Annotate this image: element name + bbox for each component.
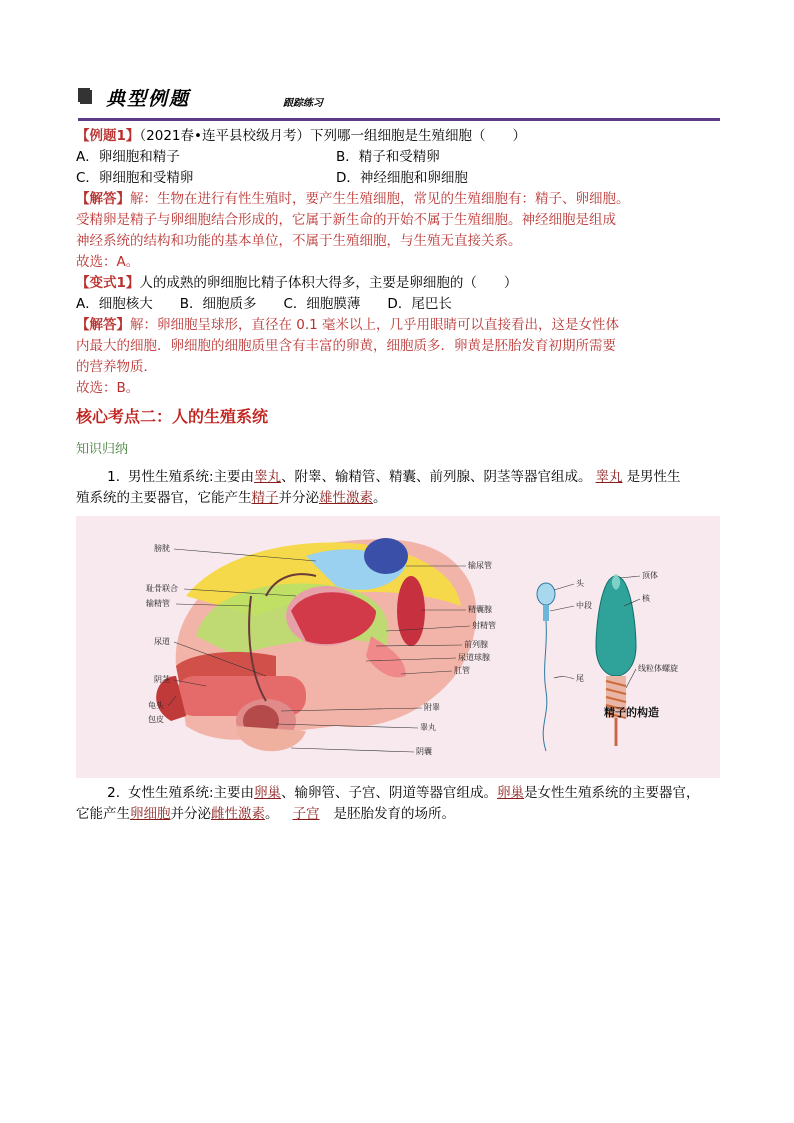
label-epididymis: 附睾 — [424, 703, 440, 712]
header-divider — [78, 118, 720, 121]
female-paragraph: 2. 女性生殖系统:主要由卵巢、输卵管、子宫、阴道等器官组成。卵巢是女性生殖系统的主要器官， 它能产生卵细胞并分泌雌性激素。 子宫 是胚胎发育的场所。 — [76, 785, 700, 822]
section-header — [78, 84, 720, 120]
label-glans: 龟头 — [148, 701, 164, 710]
example1-answer-line: 神经系统的结构和功能的基本单位，不属于生殖细胞，与生殖无直接关系。 — [76, 233, 522, 249]
label-foreskin: 包皮 — [148, 715, 164, 724]
label-mitochondrial-sheath: 线粒体螺旋 — [638, 664, 678, 673]
label-penis: 阴茎 — [154, 675, 170, 684]
label-pubic-symphysis: 耻骨联合 — [146, 584, 178, 593]
label-seminal-vesicle: 精囊腺 — [468, 605, 492, 614]
variant1-options: A．细胞核大 B．细胞质多 C．细胞膜薄 D．尾巴长 — [76, 296, 452, 312]
knowledge-label: 知识归纳 — [76, 442, 129, 457]
variant1-choice: 故选：B。 — [76, 380, 140, 396]
male-anatomy-illustration — [76, 516, 720, 778]
label-vas-deferens: 输精管 — [146, 599, 170, 608]
book-icon — [78, 88, 92, 104]
label-acrosome: 顶体 — [642, 571, 658, 580]
label-bulbourethral-gland: 尿道球腺 — [458, 653, 490, 662]
male-paragraph: 1. 男性生殖系统:主要由睾丸、附睾、输精管、精囊、前列腺、阴茎等器官组成。 睾丸 是男性生 殖系统的主要器官，它能产生精子并分泌雄性激素。 — [76, 469, 681, 506]
label-sperm-tail: 尾 — [576, 674, 584, 683]
variant1-answer-line: 内最大的细胞．卵细胞的细胞质里含有丰富的卵黄，细胞质多．卵黄是胚胎发育初期所需要 — [76, 338, 616, 354]
label-sperm-head: 头 — [576, 579, 584, 588]
label-prostate: 前列腺 — [464, 640, 488, 649]
label-ejaculatory-duct: 射精管 — [472, 621, 496, 630]
label-sperm-midpiece: 中段 — [576, 601, 592, 610]
variant1-answer-line: 【解答】解：卵细胞呈球形，直径在 0.1 毫米以上，几乎用眼睛可以直接看出，这是女性体 — [76, 317, 620, 333]
label-nucleus: 核 — [642, 594, 650, 603]
section-title: 核心考点二：人的生殖系统 — [76, 407, 269, 426]
header-title: 典型例题 — [106, 88, 191, 110]
example1-answer-line: 受精卵是精子与卵细胞结合形成的，它属于新生命的开始不属于生殖细胞。神经细胞是组成 — [76, 212, 616, 228]
variant1-stem: 【变式1】人的成熟的卵细胞比精子体积大得多，主要是卵细胞的（ ） — [76, 275, 518, 291]
example1-choice: 故选：A。 — [76, 254, 140, 270]
sperm-caption: 精子的构造 — [604, 706, 659, 719]
variant1-answer-line: 的营养物质． — [76, 359, 157, 375]
example1-stem: 【例题1】（2021春•连平县校级月考）下列哪一组细胞是生殖细胞（ ） — [76, 128, 526, 144]
label-urethra: 尿道 — [154, 637, 170, 646]
label-testis: 睾丸 — [420, 723, 436, 732]
label-anal-canal: 肛管 — [454, 666, 470, 675]
label-scrotum: 阴囊 — [416, 747, 432, 756]
example1-answer-line: 【解答】解：生物在进行有性生殖时，要产生生殖细胞，常见的生殖细胞有：精子、卵细胞。 — [76, 191, 630, 207]
sperm-illustration — [537, 570, 678, 751]
example1-options-row2: C．卵细胞和受精卵 D．神经细胞和卵细胞 — [76, 170, 468, 186]
example1-options-row1: A．卵细胞和精子 B．精子和受精卵 — [76, 149, 440, 165]
label-ureter: 输尿管 — [468, 561, 492, 570]
header-subtitle: 跟踪练习 — [283, 98, 323, 109]
reproductive-figure — [76, 516, 720, 778]
label-bladder: 膀胱 — [154, 544, 170, 553]
